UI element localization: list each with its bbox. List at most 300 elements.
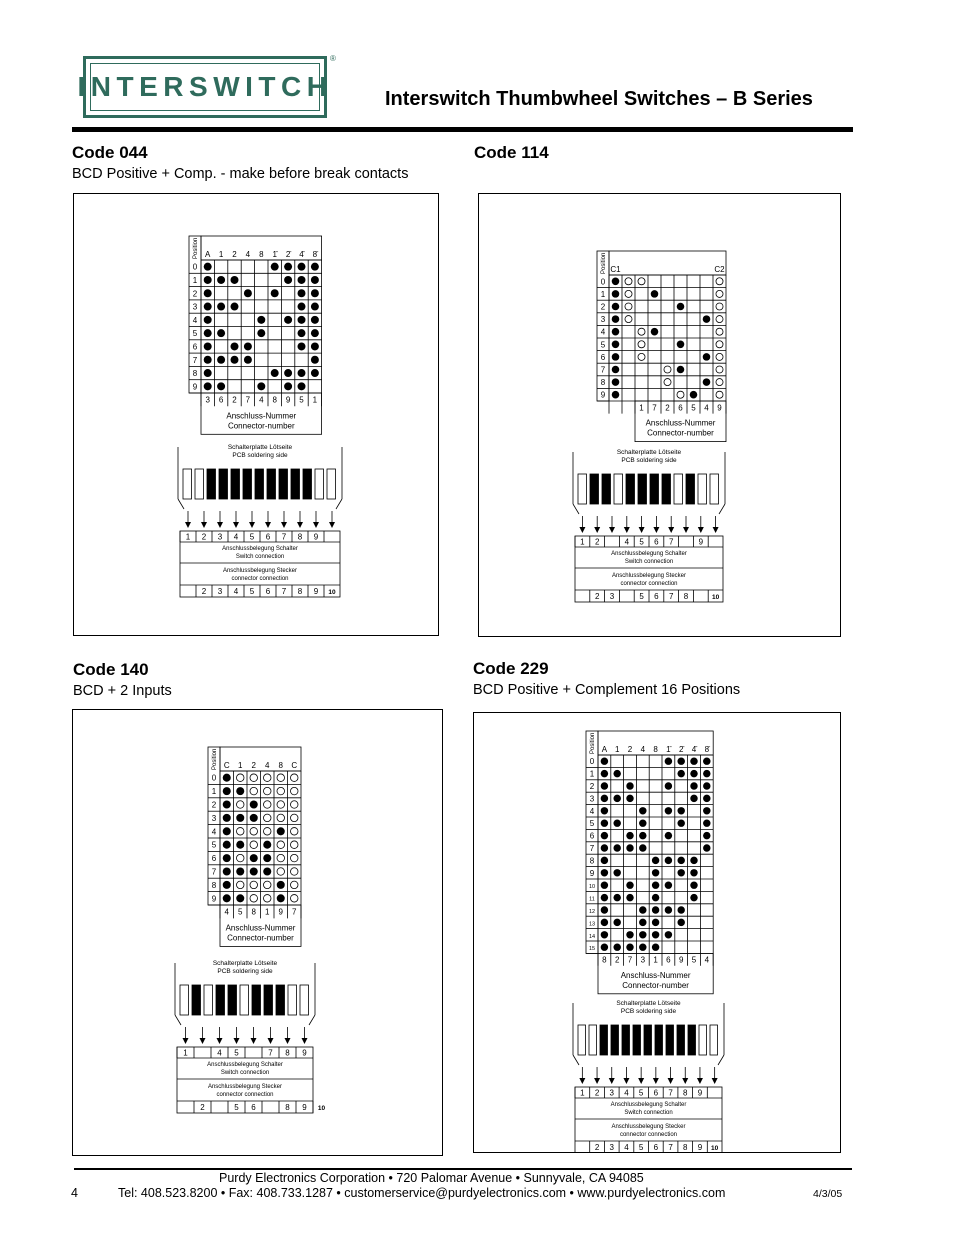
- contact-filled-dot: [231, 303, 239, 311]
- code-229-diagram: [473, 712, 841, 1153]
- pcb-pin-filled: [611, 1025, 619, 1055]
- plug-connection-number: 7: [668, 592, 674, 601]
- contact-filled-dot: [223, 894, 231, 902]
- column-header: 2: [232, 250, 237, 259]
- contact-open-dot: [290, 828, 298, 836]
- contact-filled-dot: [271, 263, 279, 271]
- pcb-pin-filled: [600, 1025, 608, 1055]
- connector-label-de: Anschluss-Nummer: [225, 923, 296, 933]
- page-title: Interswitch Thumbwheel Switches – B Series: [385, 88, 813, 110]
- contact-filled-dot: [626, 894, 633, 901]
- row-position: 7: [192, 355, 198, 365]
- contact-filled-dot: [612, 378, 620, 386]
- footer-date: 4/3/05: [813, 1188, 843, 1200]
- contact-filled-dot: [311, 369, 319, 377]
- arrow-head: [638, 1078, 644, 1084]
- contact-filled-dot: [601, 819, 608, 826]
- arrow-head: [698, 527, 704, 533]
- contact-filled-dot: [613, 943, 620, 950]
- connector-number: 1: [653, 955, 658, 965]
- contact-open-dot: [716, 391, 723, 398]
- switch-connection-number: 1: [185, 532, 191, 542]
- row-position: 1: [600, 289, 606, 299]
- row-position: 9: [589, 868, 595, 878]
- contact-filled-dot: [263, 854, 271, 862]
- contact-filled-dot: [236, 814, 244, 822]
- row-position: 2: [211, 800, 217, 810]
- switch-connection-number: 4: [217, 1048, 222, 1058]
- pcb-pin-filled: [276, 985, 285, 1015]
- plug-connection-label-de: Anschlussbelegung Stecker: [611, 1124, 686, 1130]
- contact-filled-dot: [231, 276, 239, 284]
- contact-open-dot: [236, 801, 244, 809]
- plug-connection-number: 10: [711, 594, 720, 601]
- contact-filled-dot: [612, 341, 620, 349]
- row-position: 0: [211, 773, 217, 783]
- switch-connection-number: 7: [281, 532, 287, 542]
- pcb-label-en: PCB soldering side: [232, 452, 288, 459]
- contact-filled-dot: [311, 263, 319, 271]
- contact-open-dot: [625, 303, 632, 310]
- arrow-head: [712, 1078, 718, 1084]
- contact-filled-dot: [612, 278, 620, 286]
- switch-connection-number: 9: [313, 532, 319, 542]
- contact-filled-dot: [223, 841, 231, 849]
- plug-connection-number: 2: [594, 1143, 600, 1152]
- connector-number: 5: [299, 395, 304, 405]
- contact-open-dot: [290, 868, 298, 876]
- connector-number: 8: [272, 395, 277, 405]
- contact-filled-dot: [703, 378, 711, 386]
- contact-open-dot: [664, 366, 671, 373]
- switch-connection-label-de: Anschlussbelegung Schalter: [611, 551, 687, 557]
- switch-connection-number: 2: [201, 532, 207, 542]
- row-position: 7: [211, 867, 217, 877]
- contact-filled-dot: [236, 841, 244, 849]
- contact-filled-dot: [298, 289, 306, 297]
- contact-filled-dot: [204, 263, 212, 271]
- plug-connection-label-en: connector connection: [620, 581, 678, 587]
- pcb-frame: [573, 1055, 579, 1065]
- contact-filled-dot: [665, 931, 672, 938]
- contact-filled-dot: [639, 832, 646, 839]
- connector-number: 7: [652, 403, 657, 413]
- connector-number: 8: [251, 907, 256, 917]
- contact-filled-dot: [612, 303, 620, 311]
- switch-connection-number: 8: [683, 1088, 688, 1098]
- contact-filled-dot: [652, 919, 659, 926]
- contact-filled-dot: [703, 832, 710, 839]
- column-header: 1̄: [666, 745, 671, 754]
- pcb-pin-empty: [589, 1025, 597, 1055]
- code-044-svg: [74, 194, 438, 635]
- contact-filled-dot: [613, 919, 620, 926]
- connector-number: 7: [245, 395, 251, 405]
- contact-filled-dot: [601, 919, 608, 926]
- column-header: 8: [653, 745, 658, 754]
- row-position: 2: [589, 782, 595, 791]
- contact-open-dot: [290, 841, 298, 849]
- switch-connection-number: 5: [639, 537, 644, 547]
- arrow-head: [185, 522, 191, 528]
- contact-filled-dot: [612, 290, 620, 298]
- contact-filled-dot: [612, 391, 620, 399]
- code-114-svg: [479, 194, 840, 636]
- contact-filled-dot: [626, 943, 633, 950]
- contact-filled-dot: [223, 814, 231, 822]
- contact-filled-dot: [601, 832, 608, 839]
- contact-filled-dot: [236, 894, 244, 902]
- column-header: C: [291, 761, 298, 770]
- contact-filled-dot: [626, 844, 633, 851]
- row-position: 9: [600, 390, 606, 400]
- column-header: 1: [614, 745, 620, 754]
- contact-filled-dot: [311, 329, 319, 337]
- contact-filled-dot: [311, 276, 319, 284]
- column-header: C1: [610, 265, 621, 274]
- plug-connection-number: 8: [683, 1143, 688, 1152]
- contact-open-dot: [290, 787, 298, 795]
- plug-connection-number: 5: [234, 1103, 239, 1112]
- arrow-head: [609, 1078, 615, 1084]
- code-044-subtitle: BCD Positive + Comp. - make before break contacts: [72, 166, 409, 182]
- contact-open-dot: [716, 278, 723, 285]
- contact-filled-dot: [204, 369, 212, 377]
- plug-connection-number: 6: [251, 1103, 256, 1112]
- contact-open-dot: [277, 854, 285, 862]
- column-header: A: [205, 250, 211, 259]
- connector-number: 9: [717, 403, 722, 413]
- contact-open-dot: [263, 814, 271, 822]
- column-header: 1̄: [272, 250, 277, 259]
- row-position: 3: [192, 302, 198, 312]
- contact-filled-dot: [250, 800, 258, 808]
- contact-filled-dot: [298, 276, 306, 284]
- contact-filled-dot: [677, 757, 684, 764]
- contact-filled-dot: [223, 774, 231, 782]
- code-114-diagram: [478, 193, 841, 637]
- column-header: 4: [265, 761, 270, 770]
- pcb-pin-filled: [207, 469, 216, 499]
- pcb-label-en: PCB soldering side: [621, 457, 677, 464]
- contact-filled-dot: [703, 757, 710, 764]
- contact-filled-dot: [311, 342, 319, 350]
- pcb-pin-empty: [315, 469, 324, 499]
- arrow-head: [668, 1078, 674, 1084]
- contact-filled-dot: [690, 770, 697, 777]
- code-229-title: Code 229: [473, 659, 549, 678]
- arrow-head: [713, 527, 719, 533]
- switch-connection-label-en: Switch connection: [220, 1070, 270, 1076]
- arrow-head: [697, 1078, 703, 1084]
- contact-filled-dot: [665, 807, 672, 814]
- contact-filled-dot: [217, 356, 225, 364]
- arrow-head: [201, 522, 207, 528]
- contact-filled-dot: [665, 881, 672, 888]
- contact-filled-dot: [677, 869, 684, 876]
- switch-connection-number: 9: [302, 1048, 307, 1058]
- plug-connection-label-en: connector connection: [216, 1092, 274, 1098]
- pcb-frame: [178, 499, 184, 509]
- contact-open-dot: [290, 801, 298, 809]
- contact-open-dot: [290, 854, 298, 862]
- column-header: 4: [245, 250, 251, 259]
- row-position: 4: [589, 806, 595, 816]
- contact-open-dot: [277, 814, 285, 822]
- contact-filled-dot: [311, 289, 319, 297]
- contact-filled-dot: [639, 819, 646, 826]
- code-044-title: Code 044: [72, 143, 148, 162]
- row-position: 6: [589, 831, 595, 841]
- arrow-head: [624, 527, 630, 533]
- contact-filled-dot: [677, 906, 684, 913]
- column-header: A: [601, 745, 608, 754]
- row-position: 8: [211, 880, 217, 890]
- contact-filled-dot: [652, 931, 659, 938]
- contact-filled-dot: [223, 787, 231, 795]
- switch-connection-number: 1: [580, 537, 585, 547]
- row-position: 0: [589, 757, 595, 767]
- switch-connection-label-de: Anschlussbelegung Schalter: [610, 1102, 687, 1108]
- contact-filled-dot: [250, 814, 258, 822]
- column-header: 8̄: [704, 745, 710, 754]
- connector-number: 6: [218, 395, 224, 405]
- contact-open-dot: [263, 774, 271, 782]
- pcb-pin-empty: [240, 985, 249, 1015]
- arrow-head: [653, 527, 659, 533]
- switch-connection-number: 5: [234, 1048, 239, 1058]
- contact-filled-dot: [703, 315, 711, 323]
- arrow-head: [265, 522, 271, 528]
- pcb-pin-filled: [267, 469, 276, 499]
- pcb-frame: [718, 1055, 724, 1065]
- contact-open-dot: [236, 774, 244, 782]
- column-header: 1: [218, 250, 224, 259]
- plug-connection-number: 4: [624, 1143, 629, 1152]
- pcb-pin-empty: [698, 474, 707, 504]
- switch-connection-label-de: Anschlussbelegung Schalter: [222, 546, 298, 552]
- plug-connection-number: 3: [609, 592, 615, 601]
- table-header-box: [220, 747, 301, 771]
- contact-filled-dot: [601, 906, 608, 913]
- contact-filled-dot: [652, 943, 659, 950]
- arrow-head: [297, 522, 303, 528]
- contact-open-dot: [664, 379, 671, 386]
- contact-filled-dot: [236, 787, 244, 795]
- connector-number: 2: [665, 403, 670, 413]
- row-position: 12: [588, 909, 596, 915]
- contact-filled-dot: [204, 382, 212, 390]
- contact-open-dot: [290, 774, 298, 782]
- plug-connection-number: 10: [328, 589, 336, 596]
- contact-filled-dot: [217, 303, 225, 311]
- contact-filled-dot: [284, 382, 292, 390]
- plug-connection-number: 9: [302, 1103, 307, 1112]
- pcb-pin-filled: [291, 469, 300, 499]
- contact-open-dot: [625, 290, 632, 297]
- contact-open-dot: [250, 895, 258, 903]
- contact-filled-dot: [690, 881, 697, 888]
- contact-open-dot: [250, 787, 258, 795]
- arrow-head: [285, 1038, 291, 1044]
- contact-filled-dot: [665, 906, 672, 913]
- contact-filled-dot: [277, 881, 285, 889]
- pcb-frame: [573, 504, 579, 514]
- pcb-label-de: Schalterplatte Lötseite: [616, 1000, 681, 1007]
- contact-filled-dot: [601, 757, 608, 764]
- connector-number: 4: [704, 403, 709, 413]
- contact-filled-dot: [204, 342, 212, 350]
- connector-label-en: Connector-number: [227, 421, 295, 431]
- position-label: Position: [212, 748, 218, 770]
- contact-filled-dot: [677, 770, 684, 777]
- contact-filled-dot: [601, 931, 608, 938]
- contact-filled-dot: [652, 869, 659, 876]
- contact-filled-dot: [639, 931, 646, 938]
- pcb-pin-empty: [578, 1025, 586, 1055]
- switch-connection-number: 4: [624, 1088, 629, 1098]
- arrow-head: [217, 1038, 223, 1044]
- pcb-pin-filled: [662, 474, 671, 504]
- pcb-pin-filled: [192, 985, 201, 1015]
- plug-connection-number: 5: [638, 1143, 644, 1152]
- contact-open-dot: [290, 895, 298, 903]
- contact-filled-dot: [204, 316, 212, 324]
- contact-filled-dot: [204, 329, 212, 337]
- contact-filled-dot: [613, 869, 620, 876]
- plug-connection-number: 6: [654, 592, 659, 601]
- switch-connection-number: 1: [183, 1048, 188, 1058]
- contact-open-dot: [716, 290, 723, 297]
- switch-connection-number: 4: [233, 532, 239, 542]
- contact-filled-dot: [223, 827, 231, 835]
- arrow-head: [668, 527, 674, 533]
- plug-connection-number: 10: [317, 1105, 326, 1112]
- connector-number: 2: [614, 955, 620, 965]
- pcb-pin-filled: [219, 469, 228, 499]
- arrow-head: [579, 527, 585, 533]
- connector-number: 9: [285, 395, 291, 405]
- contact-filled-dot: [298, 342, 306, 350]
- pcb-pin-filled: [644, 1025, 652, 1055]
- page-number: 4: [71, 1186, 78, 1200]
- pcb-label-de: Schalterplatte Lötseite: [227, 444, 293, 451]
- pcb-label-en: PCB soldering side: [620, 1008, 677, 1015]
- switch-connection-number: 5: [638, 1088, 644, 1098]
- arrow-head: [609, 527, 615, 533]
- contact-filled-dot: [677, 807, 684, 814]
- plug-connection-label-de: Anschlussbelegung Stecker: [207, 1084, 283, 1090]
- contact-filled-dot: [690, 795, 697, 802]
- pcb-pin-filled: [677, 1025, 685, 1055]
- row-position: 14: [588, 933, 596, 940]
- contact-filled-dot: [601, 894, 608, 901]
- arrow-head: [251, 1038, 257, 1044]
- switch-connection-number: 2: [594, 537, 600, 547]
- contact-filled-dot: [601, 869, 608, 876]
- arrow-head: [302, 1038, 308, 1044]
- arrow-head: [683, 527, 689, 533]
- arrow-head: [200, 1038, 206, 1044]
- contact-filled-dot: [612, 315, 620, 323]
- connector-number: 4: [704, 955, 710, 965]
- switch-connection-number: 3: [217, 532, 223, 542]
- contact-filled-dot: [703, 795, 710, 802]
- connector-number: 8: [602, 955, 607, 965]
- pcb-pin-filled: [216, 985, 225, 1015]
- code-229-svg: [474, 713, 840, 1152]
- pcb-frame: [175, 1015, 181, 1025]
- plug-connection-number: 4: [233, 587, 239, 596]
- plug-connection-number: 7: [668, 1143, 673, 1152]
- contact-filled-dot: [639, 919, 646, 926]
- contact-filled-dot: [652, 881, 659, 888]
- arrow-head: [281, 522, 287, 528]
- contact-filled-dot: [298, 369, 306, 377]
- arrow-head: [579, 1078, 585, 1084]
- contact-filled-dot: [223, 800, 231, 808]
- contact-filled-dot: [271, 289, 279, 297]
- switch-connection-number: 8: [297, 532, 303, 542]
- pcb-label-de: Schalterplatte Lötseite: [212, 960, 278, 967]
- pcb-pin-filled: [243, 469, 252, 499]
- plug-connection-number: 3: [609, 1143, 614, 1152]
- pcb-pin-filled: [626, 474, 635, 504]
- contact-open-dot: [638, 341, 645, 348]
- contact-filled-dot: [223, 854, 231, 862]
- column-header: 4̄: [691, 745, 697, 754]
- table-header-box: [609, 251, 726, 275]
- position-label: Position: [601, 252, 607, 274]
- contact-filled-dot: [263, 867, 271, 875]
- contact-open-dot: [277, 841, 285, 849]
- contact-filled-dot: [639, 844, 646, 851]
- pcb-pin-empty: [327, 469, 336, 499]
- contact-filled-dot: [613, 844, 620, 851]
- pcb-frame: [309, 1015, 315, 1025]
- contact-filled-dot: [298, 263, 306, 271]
- switch-connection-number: 9: [698, 537, 704, 547]
- contact-filled-dot: [204, 356, 212, 364]
- row-position: 5: [192, 329, 198, 339]
- switch-connection-number: 8: [285, 1048, 290, 1058]
- contact-filled-dot: [204, 276, 212, 284]
- arrow-head: [249, 522, 255, 528]
- contact-filled-dot: [311, 316, 319, 324]
- switch-connection-number: 1: [580, 1088, 585, 1098]
- pcb-pin-empty: [674, 474, 683, 504]
- code-229-subtitle: BCD Positive + Complement 16 Positions: [473, 682, 741, 698]
- plug-connection-number: 6: [265, 587, 271, 596]
- contact-filled-dot: [257, 316, 265, 324]
- code-044-diagram: [73, 193, 439, 636]
- contact-filled-dot: [250, 854, 258, 862]
- code-140-svg: [73, 710, 442, 1155]
- pcb-pin-empty: [183, 469, 192, 499]
- contact-filled-dot: [601, 807, 608, 814]
- connector-number: 4: [224, 907, 229, 917]
- row-position: 1: [211, 787, 217, 797]
- contact-open-dot: [638, 353, 645, 360]
- connector-number: 3: [205, 395, 210, 405]
- row-position: 8: [192, 369, 198, 379]
- code-114-title: Code 114: [474, 143, 549, 162]
- contact-filled-dot: [204, 303, 212, 311]
- switch-connection-label-en: Switch connection: [624, 1110, 673, 1116]
- pcb-pin-filled: [686, 474, 695, 504]
- row-position: 4: [600, 327, 606, 337]
- contact-open-dot: [263, 881, 271, 889]
